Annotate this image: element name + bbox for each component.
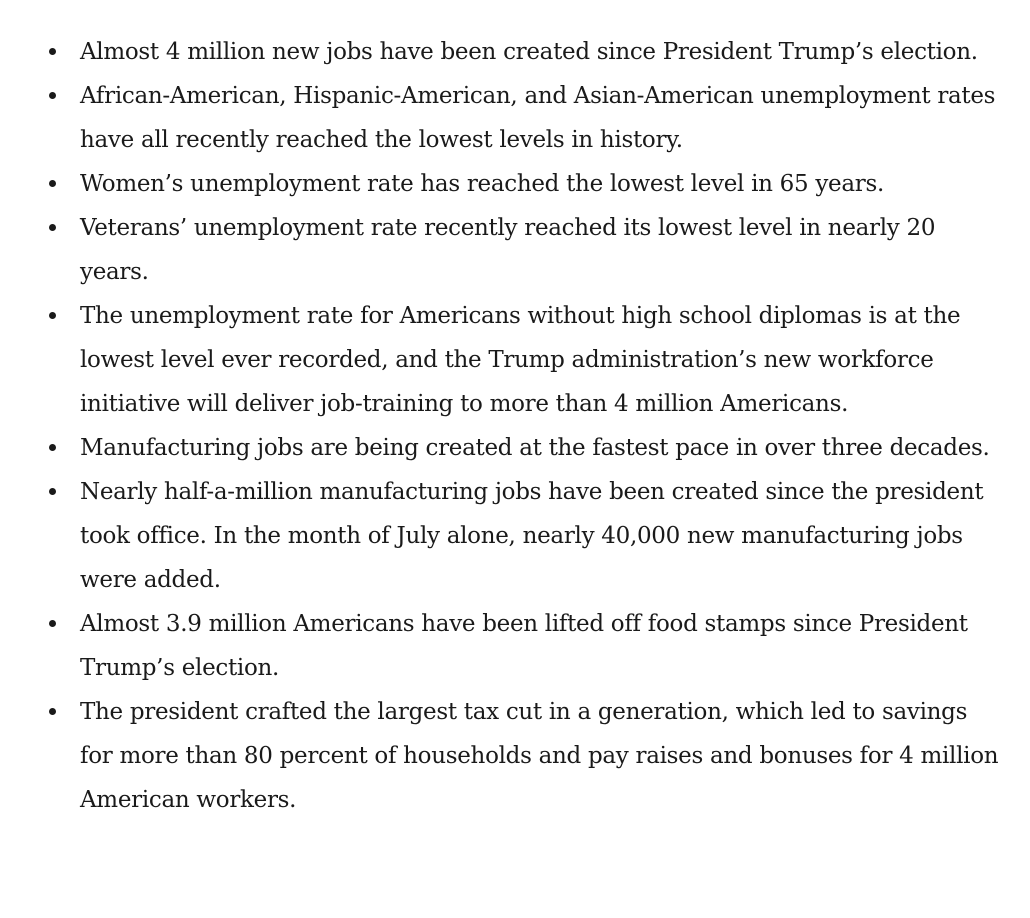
list-item-text: The unemployment rate for Americans without high school diplomas is at the lowest level ever recorded, and the Trump administration’s new workforce initiative will deliver job-training to more than 4 million Americans. (80, 303, 961, 417)
list-item-text: Veterans’ unemployment rate recently reached its lowest level in nearly 20 years. (80, 215, 936, 285)
list-item-text: Almost 3.9 million Americans have been lifted off food stamps since President Trump’s election. (80, 611, 968, 681)
list-item-text: Nearly half-a-million manufacturing jobs have been created since the president took office. In the month of July alone, nearly 40,000 new manufacturing jobs were added. (80, 479, 984, 593)
bullet-dot-icon (49, 312, 56, 319)
list-item-text: Women’s unemployment rate has reached the lowest level in 65 years. (80, 171, 884, 197)
list-item (0, 602, 1030, 690)
bullet-dot-icon (49, 48, 56, 55)
list-item (0, 162, 1030, 206)
bullet-dot-icon (49, 180, 56, 187)
bullet-dot-icon (49, 444, 56, 451)
list-item-text: The president crafted the largest tax cut in a generation, which led to savings for more than 80 percent of households and pay raises and bonuses for 4 million American workers. (80, 699, 999, 813)
list-item (0, 30, 1030, 74)
list-item-text: African-American, Hispanic-American, and Asian-American unemployment rates have all recently reached the lowest levels in history. (80, 83, 996, 153)
list-item (0, 690, 1030, 822)
bullet-dot-icon (49, 708, 56, 715)
bullet-dot-icon (49, 488, 56, 495)
bullet-list (0, 30, 1030, 822)
list-item (0, 426, 1030, 470)
bullet-dot-icon (49, 620, 56, 627)
list-item (0, 294, 1030, 426)
list-item (0, 206, 1030, 294)
list-item-text: Manufacturing jobs are being created at the fastest pace in over three decades. (80, 435, 990, 461)
list-item (0, 74, 1030, 162)
list-item-text: Almost 4 million new jobs have been created since President Trump’s election. (80, 39, 978, 65)
bullet-dot-icon (49, 224, 56, 231)
list-item (0, 470, 1030, 602)
bullet-dot-icon (49, 92, 56, 99)
